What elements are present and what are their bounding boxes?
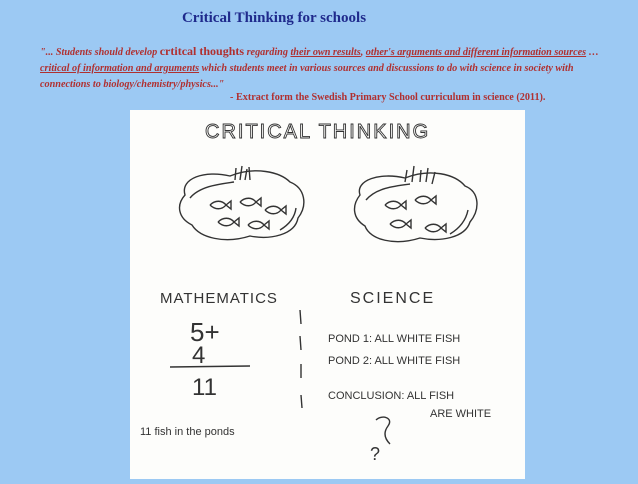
quote-part-3: regarding bbox=[244, 47, 291, 58]
quote-part-5: … bbox=[586, 47, 599, 58]
quote-underline-3: critical of information and arguments bbox=[40, 62, 200, 74]
question-mark: ? bbox=[370, 444, 381, 464]
pond-left bbox=[180, 171, 304, 240]
hand-drawn-sketch bbox=[130, 110, 525, 479]
conclusion-line-2: ARE WHITE bbox=[430, 408, 492, 420]
sketch-heading: CRITICAL THINKING bbox=[205, 121, 431, 143]
mathematics-title: MATHEMATICS bbox=[160, 290, 278, 307]
quote-underline-1: their own results bbox=[290, 47, 361, 58]
quote-emphasis: crtitcal thoughts bbox=[159, 44, 245, 58]
curriculum-quote bbox=[40, 44, 610, 92]
sum-top: 5+ bbox=[190, 317, 220, 347]
pond2-note: POND 2: ALL WHITE FISH bbox=[328, 355, 461, 367]
pond-right bbox=[355, 173, 477, 242]
conclusion-line-1: CONCLUSION: ALL FISH bbox=[328, 390, 455, 402]
pond1-note: POND 1: ALL WHITE FISH bbox=[328, 333, 461, 345]
sum-result: 11 bbox=[192, 374, 217, 401]
sum-mid: 4 bbox=[192, 342, 206, 369]
slide-title: Critical Thinking for schools bbox=[181, 10, 367, 26]
sketch-drawing bbox=[130, 110, 525, 479]
quote-part-6: which students meet in various sources and discussions to do with science in society with connections to biology/chemistry/physics..." bbox=[40, 62, 574, 90]
quote-underline-2: other's arguments and different information sources bbox=[365, 47, 587, 58]
math-caption: 11 fish in the ponds bbox=[140, 426, 235, 438]
divider-line bbox=[300, 310, 302, 408]
quote-source: - Extract form the Swedish Primary School curriculum in science (2011). bbox=[230, 92, 546, 103]
science-title: SCIENCE bbox=[350, 290, 436, 307]
quote-part-4: , bbox=[360, 47, 366, 58]
quote-part-1: "... Students should develop bbox=[40, 47, 160, 58]
